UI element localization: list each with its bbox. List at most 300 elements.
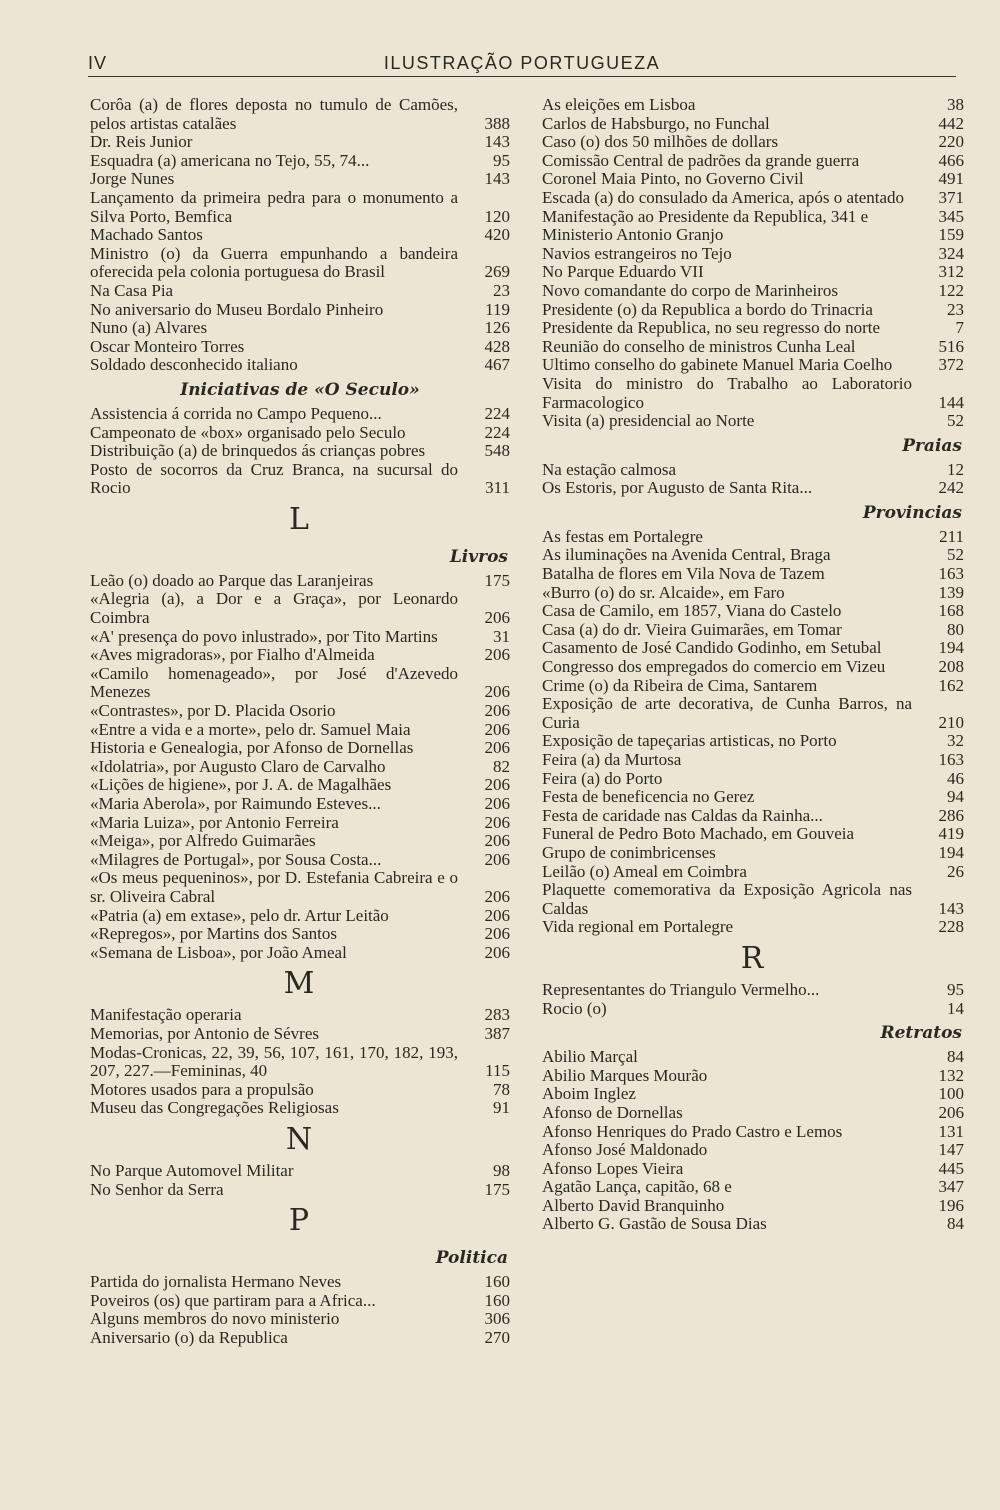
entry-title: Casa de Camilo, em 1857, Viana do Castelo [542, 601, 842, 621]
entry-title: Oscar Monteiro Torres [90, 336, 245, 356]
entry-title: «Meiga», por Alfredo Guimarães [90, 831, 316, 851]
entry-title: Abilio Marques Mourão [542, 1065, 708, 1085]
index-entry [542, 319, 964, 338]
entry-title: Abilio Marçal [542, 1047, 638, 1067]
index-entry [90, 590, 510, 627]
index-entry [90, 795, 510, 814]
entry-title: Festa de beneficencia no Gerez [542, 787, 755, 807]
entry-title: Carlos de Habsburgo, no Funchal [542, 113, 770, 133]
index-entry [90, 1273, 510, 1292]
entry-page-number: 206 [484, 831, 510, 851]
index-entry [90, 702, 510, 721]
index-entry [542, 565, 964, 584]
index-entry [542, 1067, 964, 1086]
entry-title: «Maria Luiza», por Antonio Ferreira [90, 812, 339, 832]
entry-page-number: 122 [938, 280, 964, 300]
index-entry [90, 282, 510, 301]
entry-title: Crime (o) da Ribeira de Cima, Santarem [542, 675, 818, 695]
index-entry [90, 1292, 510, 1311]
entry-page-number: 147 [938, 1140, 964, 1160]
entry-title: Machado Santos [90, 225, 203, 245]
entry-title: Casa (a) do dr. Vieira Guimarães, em Tomar [542, 619, 842, 639]
entry-page-number: 206 [484, 719, 510, 739]
entry-page-number: 312 [938, 262, 964, 282]
entry-title: Alguns membros do novo ministerio [90, 1309, 340, 1329]
entry-title: Novo comandante do corpo de Marinheiros [542, 280, 838, 300]
index-entry [90, 869, 510, 906]
entry-page-number: 23 [947, 299, 964, 319]
index-entry [90, 721, 510, 740]
section-heading: Livros [449, 546, 508, 567]
entry-title: «Os meus pequeninos», por D. Estefania Cabreira e o sr. Oliveira Cabral [90, 868, 458, 906]
index-entry [90, 907, 510, 926]
index-entry [90, 832, 510, 851]
entry-title: As festas em Portalegre [542, 526, 703, 546]
entry-title: Ultimo conselho do gabinete Manuel Maria Coelho [542, 355, 893, 375]
index-entry [90, 1181, 510, 1200]
index-entry [542, 479, 964, 498]
publication-title: ILUSTRAÇÃO PORTUGUEZA [383, 53, 661, 73]
index-entry [542, 1000, 964, 1019]
entry-title: Leão (o) doado ao Parque das Laranjeiras [90, 570, 374, 590]
section-letter-m: M [283, 966, 317, 1002]
entry-title: «Alegria (a), a Dor e a Graça», por Leonardo Coimbra [90, 589, 458, 628]
entry-title: Representantes do Triangulo Vermelho... [542, 979, 820, 999]
index-entry [542, 301, 964, 320]
index-entry [542, 356, 964, 375]
entry-title: Agatão Lança, capitão, 68 e [542, 1177, 732, 1197]
index-entry [542, 96, 964, 115]
entry-page-number: 345 [938, 206, 964, 226]
entry-title: Na Casa Pia [90, 280, 174, 300]
index-entry [542, 1123, 964, 1142]
entry-title: «Aves migradoras», por Fialho d'Almeida [90, 645, 375, 665]
index-entry [90, 442, 510, 461]
index-entry [542, 918, 964, 937]
section-heading: Retratos [880, 1023, 962, 1044]
entry-title: Coronel Maia Pinto, no Governo Civil [542, 169, 804, 189]
entry-page-number: 210 [938, 712, 964, 732]
entry-title: Afonso de Dornellas [542, 1102, 683, 1122]
index-entry [90, 356, 510, 375]
section-letter-l: L [289, 501, 311, 537]
entry-title: Rocio (o) [542, 998, 607, 1018]
entry-title: Assistencia á corrida no Campo Pequeno... [90, 403, 382, 423]
entry-title: Visita (a) presidencial ao Norte [542, 411, 755, 431]
entry-page-number: 419 [938, 824, 964, 844]
entry-page-number: 95 [493, 150, 510, 170]
entry-page-number: 126 [484, 318, 510, 338]
entry-title: Manifestação operaria [90, 1005, 242, 1025]
entry-page-number: 283 [484, 1005, 510, 1025]
entry-title: Comissão Central de padrões da grande guerra [542, 150, 860, 170]
index-entry [542, 732, 964, 751]
entry-title: Alberto G. Gastão de Sousa Dias [542, 1214, 767, 1234]
entry-page-number: 311 [485, 478, 510, 498]
entry-page-number: 100 [938, 1084, 964, 1104]
entry-page-number: 206 [484, 905, 510, 925]
entry-page-number: 162 [938, 675, 964, 695]
index-entry [542, 807, 964, 826]
index-entry [90, 925, 510, 944]
index-entry [90, 572, 510, 591]
index-entry [542, 245, 964, 264]
entry-page-number: 371 [938, 187, 964, 207]
entry-title: «Idolatria», por Augusto Claro de Carvalho [90, 756, 386, 776]
index-entry [90, 133, 510, 152]
entry-page-number: 26 [947, 861, 964, 881]
entry-page-number: 160 [484, 1272, 510, 1292]
section-letter-p: P [288, 1203, 312, 1239]
entry-page-number: 139 [938, 582, 964, 602]
entry-page-number: 206 [484, 886, 510, 906]
entry-title: No Parque Eduardo VII [542, 262, 704, 282]
entry-page-number: 194 [938, 842, 964, 862]
index-entry [542, 1141, 964, 1160]
entry-page-number: 206 [484, 738, 510, 758]
entry-page-number: 206 [484, 812, 510, 832]
entry-page-number: 206 [484, 701, 510, 721]
entry-title: «Entre a vida e a morte», pelo dr. Samuel Maia [90, 719, 411, 739]
entry-title: Dr. Reis Junior [90, 132, 193, 152]
index-entry [542, 1178, 964, 1197]
entry-title: Poveiros (os) que partiram para a Africa... [90, 1290, 376, 1310]
index-entry [542, 863, 964, 882]
index-entry [542, 1160, 964, 1179]
entry-page-number: 46 [947, 768, 964, 788]
entry-title: Alberto David Branquinho [542, 1195, 725, 1215]
index-entry [90, 461, 510, 498]
index-entry [90, 1044, 510, 1081]
entry-title: Festa de caridade nas Caldas da Rainha... [542, 805, 823, 825]
index-entry [90, 338, 510, 357]
index-entry [90, 814, 510, 833]
index-entry [90, 424, 510, 443]
entry-page-number: 208 [938, 657, 964, 677]
index-entry [90, 1081, 510, 1100]
index-entry [90, 646, 510, 665]
index-entry [90, 170, 510, 189]
entry-title: Na estação calmosa [542, 459, 677, 479]
index-entry [542, 412, 964, 431]
section-letter-n: N [285, 1121, 315, 1157]
index-entry [542, 881, 964, 918]
index-entry [542, 546, 964, 565]
entry-page-number: 115 [485, 1061, 510, 1081]
entry-page-number: 160 [484, 1290, 510, 1310]
entry-title: Historia e Genealogia, por Afonso de Dornellas [90, 738, 414, 758]
index-entry [542, 751, 964, 770]
entry-title: Funeral de Pedro Boto Machado, em Gouveia [542, 824, 855, 844]
entry-title: Presidente da Republica, no seu regresso do norte [542, 318, 881, 338]
entry-page-number: 442 [938, 113, 964, 133]
index-entry [90, 226, 510, 245]
index-entry [542, 844, 964, 863]
page-header [88, 50, 956, 77]
index-column-right [542, 96, 964, 1234]
entry-page-number: 82 [493, 756, 510, 776]
entry-page-number: 196 [938, 1195, 964, 1215]
entry-page-number: 38 [947, 95, 964, 114]
entry-title: «Repregos», por Martins dos Santos [90, 924, 337, 944]
entry-page-number: 206 [484, 775, 510, 795]
entry-title: «A' presença do povo inlustrado», por Tito Martins [90, 626, 438, 646]
entry-title: Plaquette comemorativa da Exposição Agricola nas Caldas [542, 880, 912, 918]
entry-title: As eleições em Lisboa [542, 95, 696, 114]
entry-title: Museu das Congregações Religiosas [90, 1098, 339, 1118]
index-column-left [90, 96, 510, 1347]
entry-title: Esquadra (a) americana no Tejo, 55, 74... [90, 150, 370, 170]
index-entry [90, 776, 510, 795]
entry-title: Memorias, por Antonio de Sévres [90, 1023, 319, 1043]
entry-title: Posto de socorros da Cruz Branca, na sucursal do Rocio [90, 459, 458, 498]
entry-title: Aniversario (o) da Republica [90, 1327, 288, 1347]
entry-page-number: 388 [484, 113, 510, 133]
entry-title: «Camilo homenageado», por José d'Azevedo Menezes [90, 663, 458, 702]
index-entry [542, 1048, 964, 1067]
entry-page-number: 548 [484, 441, 510, 461]
entry-page-number: 206 [484, 924, 510, 944]
entry-title: Feira (a) da Murtosa [542, 750, 682, 769]
index-entry [90, 665, 510, 702]
entry-page-number: 12 [947, 459, 964, 479]
entry-page-number: 143 [484, 132, 510, 152]
entry-page-number: 220 [938, 132, 964, 152]
index-entry [90, 152, 510, 171]
entry-title: Vida regional em Portalegre [542, 917, 734, 937]
index-entry [542, 1104, 964, 1123]
entry-title: Os Estoris, por Augusto de Santa Rita... [542, 478, 813, 498]
entry-page-number: 372 [938, 355, 964, 375]
entry-page-number: 491 [938, 169, 964, 189]
index-entry [542, 170, 964, 189]
entry-title: Ministro (o) da Guerra empunhando a bandeira oferecida pela colonia portuguesa do Brasil [90, 243, 458, 282]
entry-page-number: 84 [947, 1047, 964, 1067]
index-entry [542, 658, 964, 677]
index-entry [90, 1025, 510, 1044]
entry-title: «Maria Aberola», por Raimundo Esteves... [90, 794, 381, 813]
index-entry [542, 528, 964, 547]
entry-title: Presidente (o) da Republica a bordo do Trinacria [542, 299, 873, 319]
entry-page-number: 387 [484, 1023, 510, 1043]
section-letter-r: R [740, 940, 766, 976]
entry-title: No Senhor da Serra [90, 1179, 224, 1199]
entry-page-number: 80 [947, 619, 964, 639]
index-entry [90, 319, 510, 338]
index-entry [90, 1006, 510, 1025]
index-entry [90, 1162, 510, 1181]
index-entry [542, 461, 964, 480]
entry-title: Lançamento da primeira pedra para o monumento a Silva Porto, Bemfica [90, 187, 458, 226]
entry-page-number: 306 [484, 1309, 510, 1329]
entry-page-number: 466 [938, 150, 964, 170]
index-entry [542, 152, 964, 171]
entry-title: Grupo de conimbricenses [542, 842, 716, 862]
index-entry [542, 375, 964, 412]
index-entry [90, 628, 510, 647]
entry-page-number: 516 [938, 336, 964, 356]
entry-title: Distribuição (a) de brinquedos ás crianças pobres [90, 441, 426, 461]
entry-page-number: 211 [939, 526, 964, 546]
entry-page-number: 206 [484, 682, 510, 702]
entry-title: Partida do jornalista Hermano Neves [90, 1272, 342, 1292]
entry-title: Batalha de flores em Vila Nova de Tazem [542, 564, 825, 584]
entry-page-number: 91 [493, 1098, 510, 1118]
entry-title: Feira (a) do Porto [542, 768, 663, 788]
index-entry [542, 208, 964, 227]
entry-title: No Parque Automovel Militar [90, 1160, 294, 1180]
entry-title: Motores usados para a propulsão [90, 1079, 314, 1099]
index-entry [90, 1329, 510, 1348]
entry-page-number: 52 [947, 545, 964, 565]
entry-page-number: 224 [484, 403, 510, 423]
entry-title: Campeonato de «box» organisado pelo Seculo [90, 422, 406, 442]
entry-title: As iluminações na Avenida Central, Braga [542, 545, 831, 565]
entry-page-number: 98 [493, 1160, 510, 1180]
entry-page-number: 270 [484, 1327, 510, 1347]
index-entry [542, 770, 964, 789]
index-entry [542, 1085, 964, 1104]
entry-page-number: 228 [938, 917, 964, 937]
index-entry [542, 602, 964, 621]
index-entry [542, 788, 964, 807]
index-entry [542, 825, 964, 844]
entry-title: Soldado desconhecido italiano [90, 355, 298, 375]
section-heading: Politica [435, 1248, 508, 1269]
index-entry [542, 621, 964, 640]
index-entry [542, 189, 964, 208]
index-entry [542, 584, 964, 603]
entry-page-number: 95 [947, 979, 964, 999]
entry-page-number: 159 [938, 225, 964, 245]
entry-title: Leilão (o) Ameal em Coimbra [542, 861, 747, 881]
index-entry [90, 851, 510, 870]
entry-page-number: 163 [938, 750, 964, 769]
entry-page-number: 242 [938, 478, 964, 498]
page-number: IV [88, 53, 108, 73]
entry-page-number: 144 [938, 392, 964, 412]
index-entry [542, 133, 964, 152]
entry-title: Ministerio Antonio Granjo [542, 225, 724, 245]
entry-page-number: 324 [938, 243, 964, 263]
index-entry [90, 1099, 510, 1118]
entry-title: No aniversario do Museu Bordalo Pinheiro [90, 299, 384, 319]
section-heading: Provincias [862, 502, 962, 523]
entry-title: Aboim Inglez [542, 1084, 636, 1104]
index-entry [542, 338, 964, 357]
index-entry [90, 96, 510, 133]
index-entry [542, 695, 964, 732]
index-entry [90, 1310, 510, 1329]
entry-title: Navios estrangeiros no Tejo [542, 243, 732, 263]
section-heading: Praias [902, 435, 962, 456]
entry-title: Nuno (a) Alvares [90, 318, 208, 338]
entry-page-number: 131 [938, 1121, 964, 1141]
entry-page-number: 206 [938, 1102, 964, 1122]
entry-page-number: 94 [947, 787, 964, 807]
entry-page-number: 23 [493, 280, 510, 300]
entry-page-number: 206 [484, 608, 510, 628]
entry-page-number: 143 [484, 169, 510, 189]
entry-page-number: 420 [484, 225, 510, 245]
entry-page-number: 286 [938, 805, 964, 825]
entry-page-number: 175 [484, 1179, 510, 1199]
index-entry [542, 1215, 964, 1234]
index-entry [90, 739, 510, 758]
entry-page-number: 119 [485, 299, 510, 319]
entry-title: Casamento de José Candido Godinho, em Setubal [542, 638, 882, 658]
entry-title: Afonso Lopes Vieira [542, 1158, 684, 1178]
index-entry [542, 677, 964, 696]
entry-page-number: 347 [938, 1177, 964, 1197]
entry-page-number: 445 [938, 1158, 964, 1178]
index-entry [542, 639, 964, 658]
entry-page-number: 194 [938, 638, 964, 658]
index-entry [542, 263, 964, 282]
entry-title: Caso (o) dos 50 milhões de dollars [542, 132, 779, 152]
entry-title: Reunião do conselho de ministros Cunha Leal [542, 336, 856, 356]
entry-title: «Patria (a) em extase», pelo dr. Artur Leitão [90, 905, 389, 925]
index-entry [542, 115, 964, 134]
entry-title: Corôa (a) de flores deposta no tumulo de Camões, pelos artistas catalães [90, 95, 458, 133]
section-heading: Iniciativas de «O Seculo» [180, 379, 420, 400]
entry-title: Exposição de tapeçarias artisticas, no Porto [542, 731, 837, 751]
entry-page-number: 175 [484, 570, 510, 590]
entry-title: Manifestação ao Presidente da Republica, 341 e [542, 206, 869, 226]
entry-title: «Contrastes», por D. Placida Osorio [90, 701, 336, 721]
entry-title: Visita do ministro do Trabalho ao Laboratorio Farmacologico [542, 373, 912, 412]
entry-page-number: 269 [484, 262, 510, 282]
entry-page-number: 428 [484, 336, 510, 356]
entry-page-number: 32 [947, 731, 964, 751]
index-entry [90, 245, 510, 282]
entry-title: Modas-Cronicas, 22, 39, 56, 107, 161, 170, 182, 193, 207, 227.—Femininas, 40 [90, 1042, 458, 1081]
entry-page-number: 168 [938, 601, 964, 621]
entry-page-number: 224 [484, 422, 510, 442]
entry-page-number: 143 [938, 898, 964, 918]
entry-title: «Milagres de Portugal», por Sousa Costa... [90, 849, 382, 869]
entry-title: Exposição de arte decorativa, de Cunha Barros, na Curia [542, 694, 912, 732]
index-entry [542, 282, 964, 301]
entry-page-number: 7 [955, 318, 964, 338]
index-entry [90, 944, 510, 963]
entry-title: «Semana de Lisboa», por João Ameal [90, 942, 347, 962]
entry-page-number: 31 [493, 626, 510, 646]
entry-page-number: 52 [947, 411, 964, 431]
entry-page-number: 78 [493, 1079, 510, 1099]
entry-page-number: 206 [484, 794, 510, 813]
entry-page-number: 84 [947, 1214, 964, 1234]
entry-page-number: 132 [938, 1065, 964, 1085]
entry-page-number: 14 [947, 998, 964, 1018]
entry-title: Congresso dos empregados do comercio em Vizeu [542, 657, 886, 677]
entry-title: Escada (a) do consulado da America, após o atentado [542, 187, 905, 207]
entry-page-number: 467 [484, 355, 510, 375]
index-entry [542, 1197, 964, 1216]
entry-page-number: 206 [484, 645, 510, 665]
index-entry [542, 226, 964, 245]
entry-page-number: 206 [484, 942, 510, 962]
entry-title: Afonso José Maldonado [542, 1140, 708, 1160]
entry-title: Afonso Henriques do Prado Castro e Lemos [542, 1121, 843, 1141]
index-entry [90, 405, 510, 424]
entry-page-number: 163 [938, 564, 964, 584]
entry-title: «Lições de higiene», por J. A. de Magalhães [90, 775, 392, 795]
entry-page-number: 120 [484, 206, 510, 226]
entry-page-number: 206 [484, 849, 510, 869]
entry-title: «Burro (o) do sr. Alcaide», em Faro [542, 582, 785, 602]
entry-title: Jorge Nunes [90, 169, 175, 189]
